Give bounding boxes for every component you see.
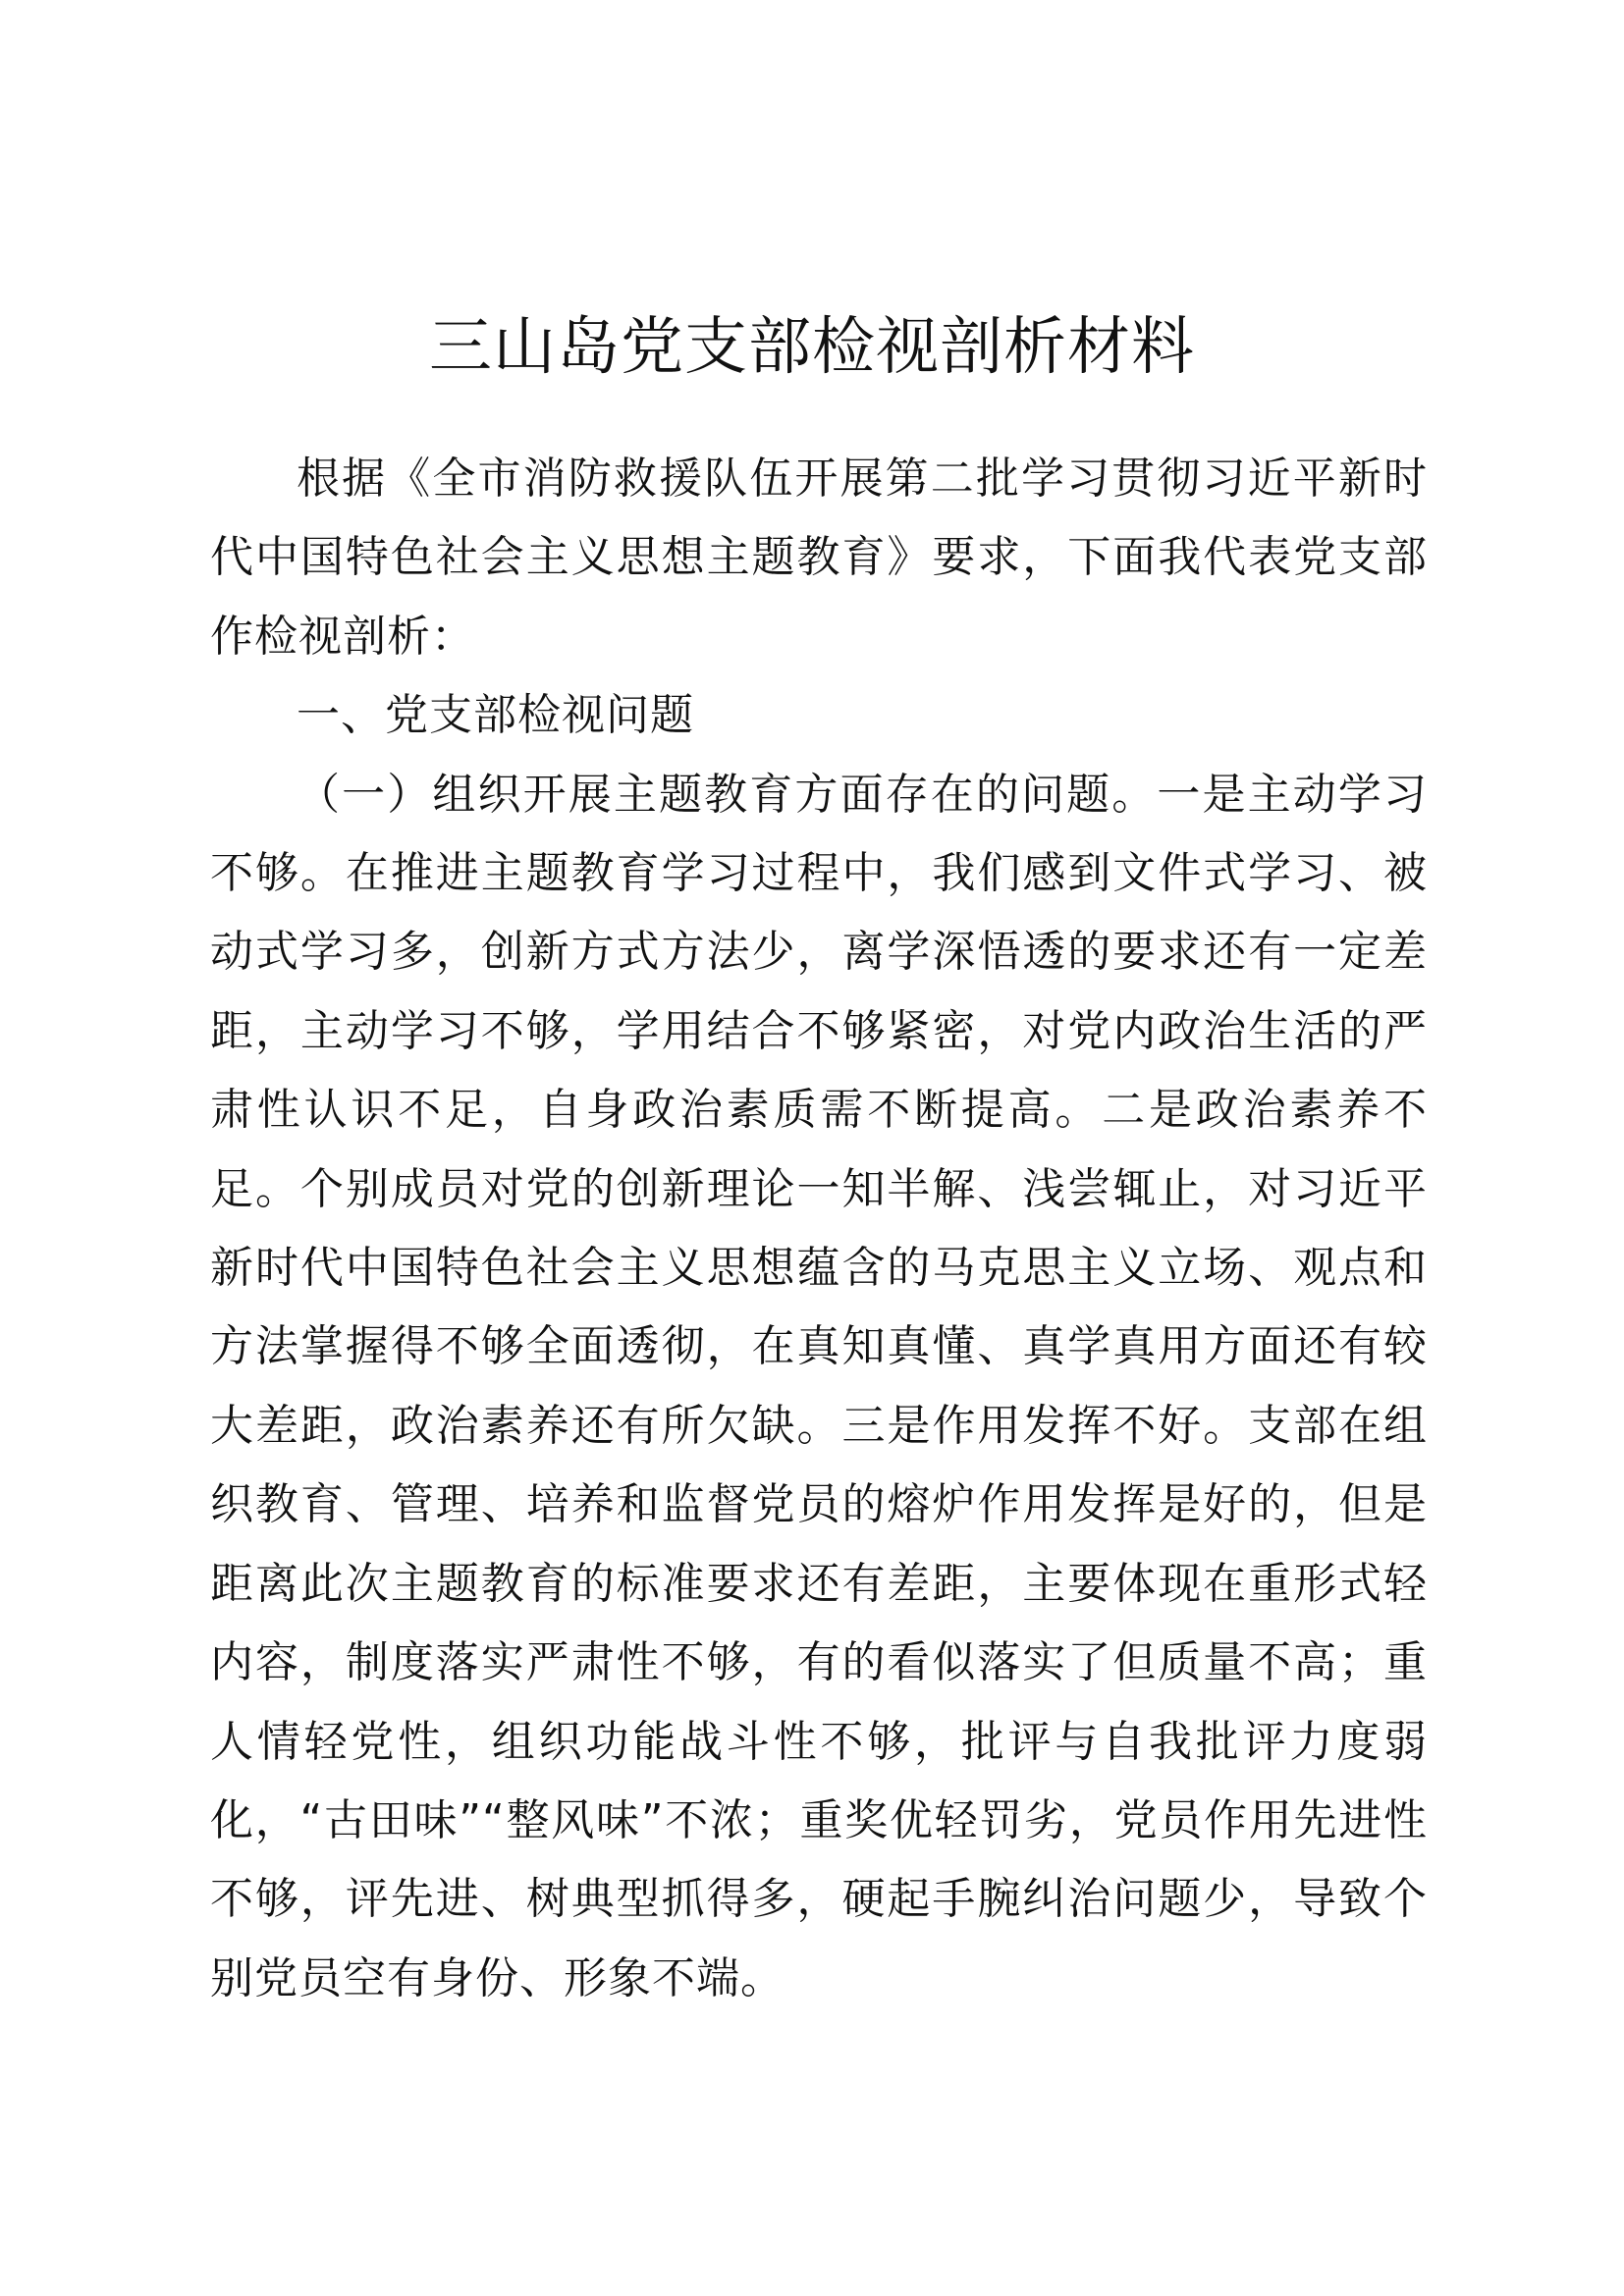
intro-paragraph: 根据《全市消防救援队伍开展第二批学习贯彻习近平新时代中国特色社会主义思想主题教育》要求，下面我代表党支部作检视剖析： bbox=[210, 454, 1428, 662]
document-body bbox=[210, 440, 1428, 2018]
section-heading: 一、党支部检视问题 bbox=[297, 690, 694, 741]
document-title: 三山岛党支部检视剖析材料 bbox=[429, 311, 1195, 384]
body-paragraph: （一）组织开展主题教育方面存在的问题。一是主动学习不够。在推进主题教育学习过程中，我们感到文件式学习、被动式学习多，创新方式方法少，离学深悟透的要求还有一定差距，主动学习不够，学用结合不够紧密，对党内政治生活的严肃性认识不足，自身政治素质需不断提高。二是政治素养不足。个别成员对党的创新理论一知半解、浅尝辄止，对习近平新时代中国特色社会主义思想蕴含的马克思主义立场、观点和方法掌握得不够全面透彻，在真知真懂、真学真用方面还有较大差距，政治素养还有所欠缺。三是作用发挥不好。支部在组织教育、管理、培养和监督党员的熔炉作用发挥是好的，但是距离此次主题教育的标准要求还有差距，主要体现在重形式轻内容，制度落实严肃性不够，有的看似落实了但质量不高；重人情轻党性，组织功能战斗性不够，批评与自我批评力度弱化，“古田味”“整风味”不浓；重奖优轻罚劣，党员作用先进性不够，评先进、树典型抓得多，硬起手腕纠治问题少，导致个别党员空有身份、形象不端。 bbox=[210, 769, 1428, 2003]
